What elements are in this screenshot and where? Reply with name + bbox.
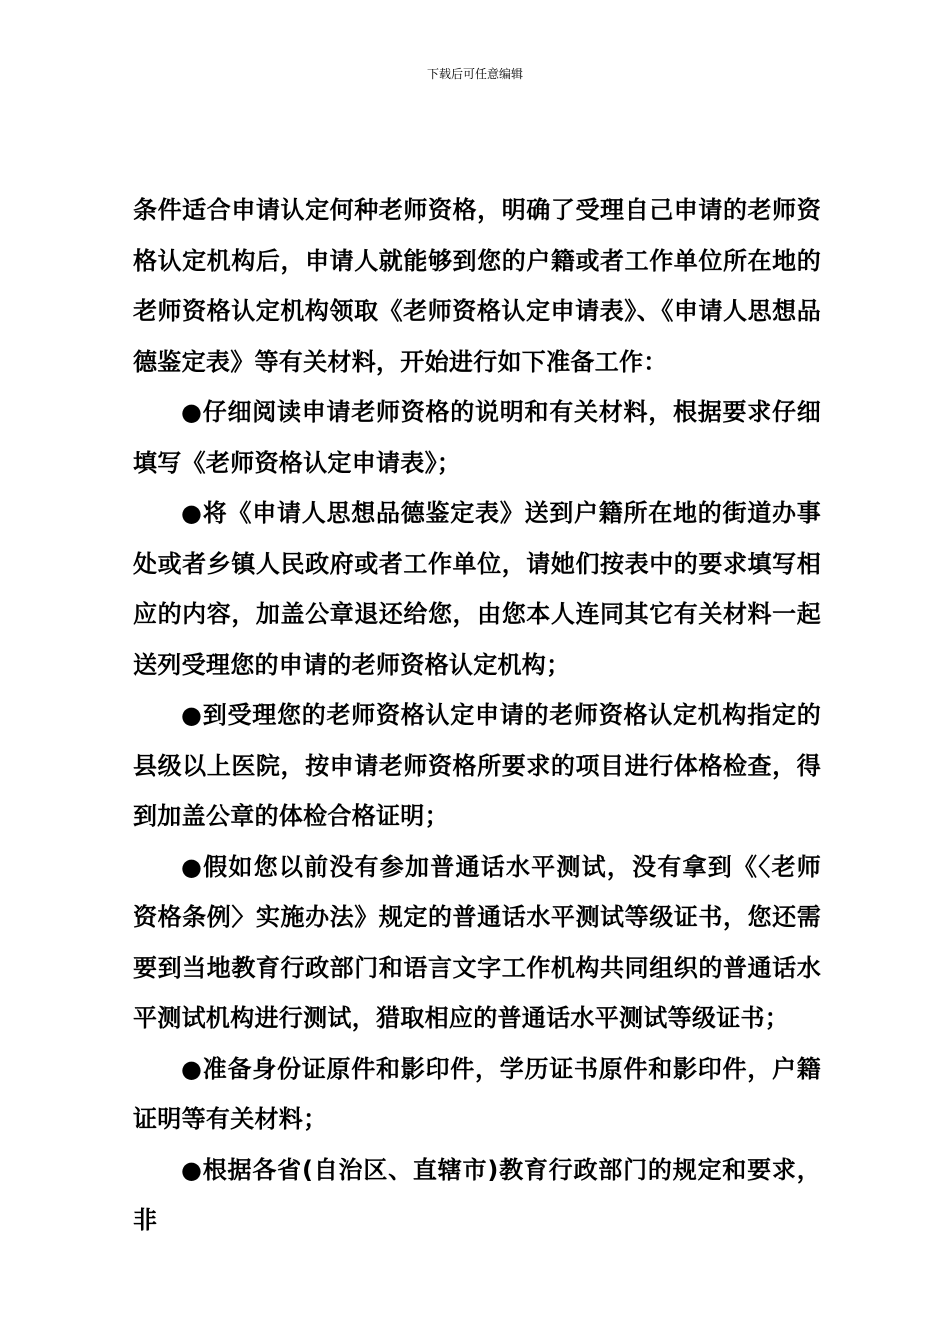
paragraph-item: ●将《申请人思想品德鉴定表》送到户籍所在地的街道办事处或者乡镇人民政府或者工作单位，请她们按表中的要求填写相应的内容，加盖公章退还给您，由您本人连同其它有关材料一起送列受理您的申请的老师资格认定机构； xyxy=(133,499,821,679)
document-body xyxy=(133,185,821,1246)
paragraph-item: ●到受理您的老师资格认定申请的老师资格认定机构指定的县级以上医院，按申请老师资格所要求的项目进行体格检查，得到加盖公章的体检合格证明； xyxy=(133,701,821,830)
paragraph-intro: 条件适合申请认定何种老师资格，明确了受理自己申请的老师资格认定机构后，申请人就能够到您的户籍或者工作单位所在地的老师资格认定机构领取《老师资格认定申请表》、《申请人思想品德鉴定表》等有关材料，开始进行如下准备工作： xyxy=(133,196,821,376)
paragraph-item: ●假如您以前没有参加普通话水平测试，没有拿到《〈老师资格条例〉实施办法》规定的普通话水平测试等级证书，您还需要到当地教育行政部门和语言文字工作机构共同组织的普通话水平测试机构进行测试，猎取相应的普通话水平测试等级证书； xyxy=(133,852,821,1032)
paragraph-item: ●根据各省(自治区、直辖市)教育行政部门的规定和要求，非 xyxy=(133,1155,821,1234)
paragraph-item: ●准备身份证原件和影印件，学历证书原件和影印件，户籍证明等有关材料； xyxy=(133,1054,821,1133)
header-note: 下载后可任意编辑 xyxy=(426,67,523,81)
paragraph-item: ●仔细阅读申请老师资格的说明和有关材料，根据要求仔细填写《老师资格认定申请表》； xyxy=(133,398,821,477)
